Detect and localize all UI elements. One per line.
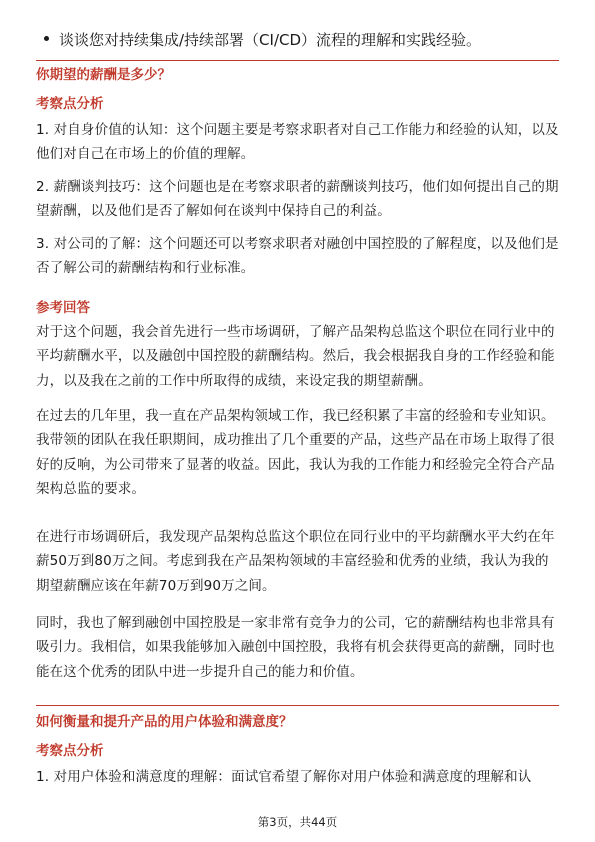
bullet-icon [44,36,49,41]
section-divider [36,60,559,61]
page-number: 第3页，共44页 [257,815,338,829]
analysis-item: 2. 薪酬谈判技巧：这个问题也是在考察求职者的薪酬谈判技巧，他们如何提出自己的期望薪酬，以及他们是否了解如何在谈判中保持自己的利益。 [36,179,559,220]
analysis-heading: 考察点分析 [36,743,104,759]
section-divider [36,705,559,706]
question-title: 你期望的薪酬是多少？ [36,67,171,83]
answer-heading: 参考回答 [36,300,90,316]
question-bullet-item [44,30,481,50]
bullet-text: 谈谈您对持续集成/持续部署（CI/CD）流程的理解和实践经验。 [59,31,482,49]
answer-paragraph: 同时，我也了解到融创中国控股是一家非常有竞争力的公司，它的薪酬结构也非常具有吸引力。我相信，如果我能够加入融创中国控股，我将有机会获得更高的薪酬，同时也能在这个优秀的团队中进一步提升自己的能力和价值。 [36,615,555,680]
analysis-item: 3. 对公司的了解：这个问题还可以考察求职者对融创中国控股的了解程度，以及他们是否了解公司的薪酬结构和行业标准。 [36,236,559,277]
answer-paragraph: 在进行市场调研后，我发现产品架构总监这个职位在同行业中的平均薪酬水平大约在年薪50万到80万之间。考虑到我在产品架构领域的丰富经验和优秀的业绩，我认为我的期望薪酬应该在年薪70万到90万之间。 [36,529,555,594]
analysis-heading: 考察点分析 [36,96,104,112]
analysis-item: 1. 对用户体验和满意度的理解：面试官希望了解你对用户体验和满意度的理解和认 [36,769,532,785]
question-title: 如何衡量和提升产品的用户体验和满意度？ [36,714,293,730]
answer-paragraph: 对于这个问题，我会首先进行一些市场调研，了解产品架构总监这个职位在同行业中的平均薪酬水平，以及融创中国控股的薪酬结构。然后，我会根据我自身的工作经验和能力，以及我在之前的工作中所取得的成绩，来设定我的期望薪酬。 [36,324,555,389]
analysis-item: 1. 对自身价值的认知：这个问题主要是考察求职者对自己工作能力和经验的认知，以及他们对自己在市场上的价值的理解。 [36,122,559,163]
answer-paragraph: 在过去的几年里，我一直在产品架构领域工作，我已经积累了丰富的经验和专业知识。我带领的团队在我任职期间，成功推出了几个重要的产品，这些产品在市场上取得了很好的反响，为公司带来了显著的收益。因此，我认为我的工作能力和经验完全符合产品架构总监的要求。 [36,408,555,498]
